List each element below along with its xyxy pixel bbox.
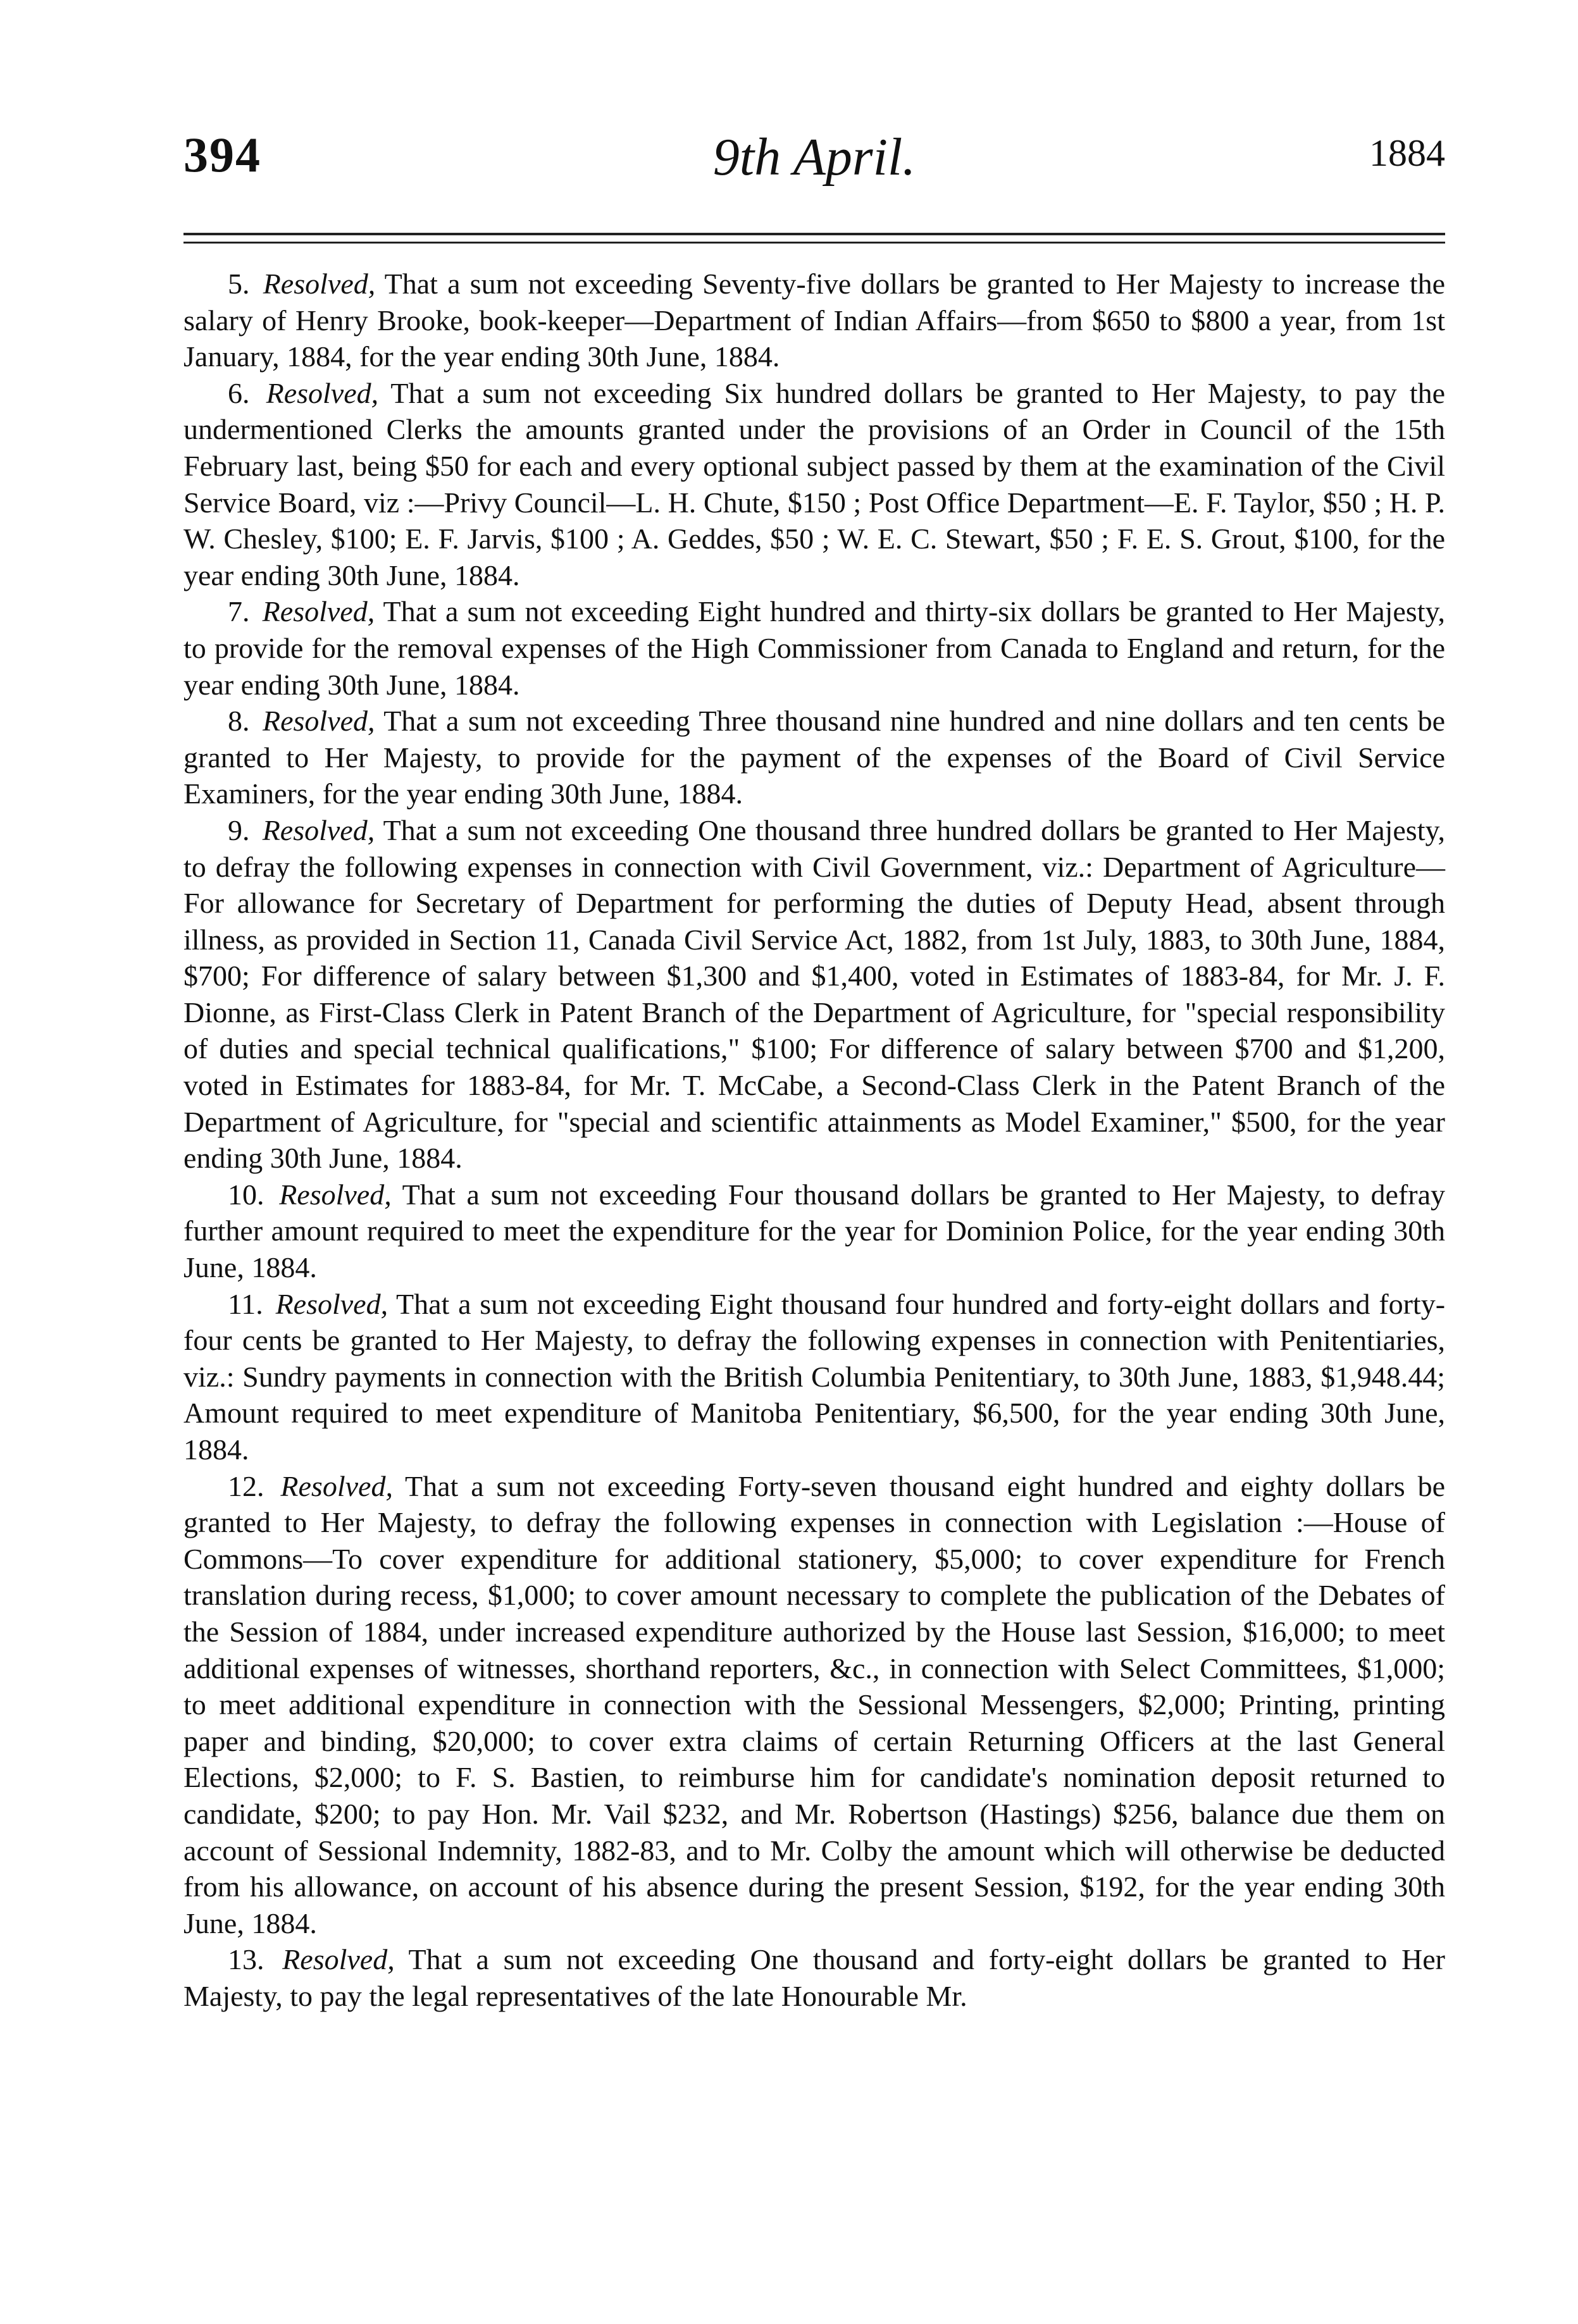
header-year: 1884 (1369, 132, 1445, 174)
resolution-text: That a sum not exceeding Eight thousand four hundred and forty-eight dollars and forty-four cents be granted to Her Majesty, to defray the following expenses in connection with Penitentiaries, viz.: Sundry payments in connection with the British Columbia Penitentiary, to 30th June, 1883, $1,948.44; Amount required to meet expenditure of Manitoba Penitentiary, $6,500, for the year ending 30th June, 1884. (183, 1287, 1446, 1466)
resolution-text: That a sum not exceeding Forty-seven thousand eight hundred and eighty dollars be granted to Her Majesty, to defray the following expenses in connection with Legislation :—House of Commons—To cover expenditure for additional stationery, $5,000; to cover expenditure for French translation during recess, $1,000; to cover amount necessary to complete the publication of the Debates of the Session of 1884, under increased expenditure authorized by the House last Session, $16,000; to meet additional expenses of witnesses, shorthand reporters, &c., in connection with Select Committees, $1,000; to meet additional expenditure in connection with the Sessional Messengers, $2,000; Printing, printing paper and binding, $20,000; to cover extra claims of certain Returning Officers at the last General Elections, $2,000; to F. S. Bastien, to reimburse him for candidate's nomination deposit returned to candidate, $200; to pay Hon. Mr. Vail $232, and Mr. Robertson (Hastings) $256, balance due them on account of Sessional Indemnity, 1882-83, and to Mr. Colby the amount which will otherwise be deducted from his allowance, on account of his absence during the present Session, $192, for the year ending 30th June, 1884. (183, 1469, 1446, 1939)
resolution-number: 10. (228, 1178, 264, 1211)
resolved-label: Resolved, (263, 268, 376, 300)
header-rule-top (183, 233, 1445, 235)
resolution-paragraph-8 (183, 703, 1445, 812)
resolution-text: That a sum not exceeding Three thousand nine hundred and nine dollars and ten cents be granted to Her Majesty, to provide for the payment of the expenses of the Board of Civil Service Examiners, for the year ending 30th June, 1884. (183, 705, 1446, 810)
resolution-number: 11. (228, 1287, 263, 1320)
resolution-number: 13. (228, 1943, 264, 1976)
resolution-text: That a sum not exceeding Four thousand dollars be granted to Her Majesty, to defray further amount required to meet the expenditure for the year for Dominion Police, for the year ending 30th June, 1884. (183, 1178, 1446, 1284)
resolution-paragraph-7 (183, 593, 1445, 703)
resolved-label: Resolved, (262, 813, 375, 846)
resolution-text: That a sum not exceeding Eight hundred and thirty-six dollars be granted to Her Majesty, to provide for the removal expenses of the High Commissioner from Canada to England and return, for the year ending 30th June, 1884. (183, 595, 1445, 701)
page-number: 394 (183, 127, 261, 182)
resolved-label: Resolved, (279, 1178, 392, 1211)
resolution-paragraph-10 (183, 1177, 1445, 1286)
resolved-label: Resolved, (266, 376, 379, 409)
resolution-number: 9. (228, 813, 250, 846)
resolution-number: 6. (228, 376, 250, 409)
running-head-date: 9th April. (712, 128, 916, 187)
resolved-label: Resolved, (263, 705, 375, 738)
resolution-paragraph-11 (183, 1286, 1445, 1468)
resolution-text: That a sum not exceeding One thousand three hundred dollars be granted to Her Majesty, to defray the following expenses in connection with Civil Government, viz.: Department of Agriculture—For allowance for Secretary of Department for performing the duties of Deputy Head, absent through illness, as provided in Section 11, Canada Civil Service Act, 1882, from 1st July, 1883, to 30th June, 1884, $700; For difference of salary between $1,300 and $1,400, voted in Estimates of 1883-84, for Mr. J. F. Dionne, as First-Class Clerk in Patent Branch of the Department of Agriculture, for "special responsibility of duties and special technical qualifications," $100; For difference of salary between $700 and $1,200, voted in Estimates for 1883-84, for Mr. T. McCabe, a Second-Class Clerk in the Patent Branch of the Department of Agriculture, for "special and scientific attainments as Model Examiner," $500, for the year ending 30th June, 1884. (183, 813, 1446, 1175)
resolution-paragraph-9 (183, 812, 1445, 1177)
header-rule-bottom (183, 242, 1445, 244)
resolution-paragraph-13 (183, 1941, 1445, 2014)
resolved-label: Resolved, (282, 1943, 395, 1976)
resolved-label: Resolved, (262, 595, 375, 628)
resolution-number: 12. (228, 1469, 264, 1502)
resolved-label: Resolved, (275, 1287, 388, 1320)
resolution-text: That a sum not exceeding One thousand and forty-eight dollars be granted to Her Majesty, to pay the legal representatives of the late Honourable Mr. (183, 1943, 1445, 2012)
resolution-text: That a sum not exceeding Seventy-five dollars be granted to Her Majesty to increase the salary of Henry Brooke, book-keeper—Department of Indian Affairs—from $650 to $800 a year, from 1st January, 1884, for the year ending 30th June, 1884. (183, 268, 1446, 373)
resolution-number: 8. (228, 705, 250, 738)
resolved-label: Resolved, (280, 1469, 393, 1502)
resolutions-body (183, 266, 1445, 2015)
resolution-number: 7. (228, 595, 250, 628)
resolution-paragraph-5 (183, 266, 1445, 375)
resolution-text: That a sum not exceeding Six hundred dollars be granted to Her Majesty, to pay the undermentioned Clerks the amounts granted under the provisions of an Order in Council of the 15th February last, being $50 for each and every optional subject passed by them at the examination of the Civil Service Board, viz :—Privy Council—L. H. Chute, $150 ; Post Office Department—E. F. Taylor, $50 ; H. P. W. Chesley, $100; E. F. Jarvis, $100 ; A. Geddes, $50 ; W. E. C. Stewart, $50 ; F. E. S. Grout, $100, for the year ending 30th June, 1884. (183, 376, 1446, 591)
resolution-number: 5. (228, 268, 250, 300)
page-header (183, 127, 1445, 196)
resolution-paragraph-6 (183, 375, 1445, 594)
resolution-paragraph-12 (183, 1468, 1445, 1942)
